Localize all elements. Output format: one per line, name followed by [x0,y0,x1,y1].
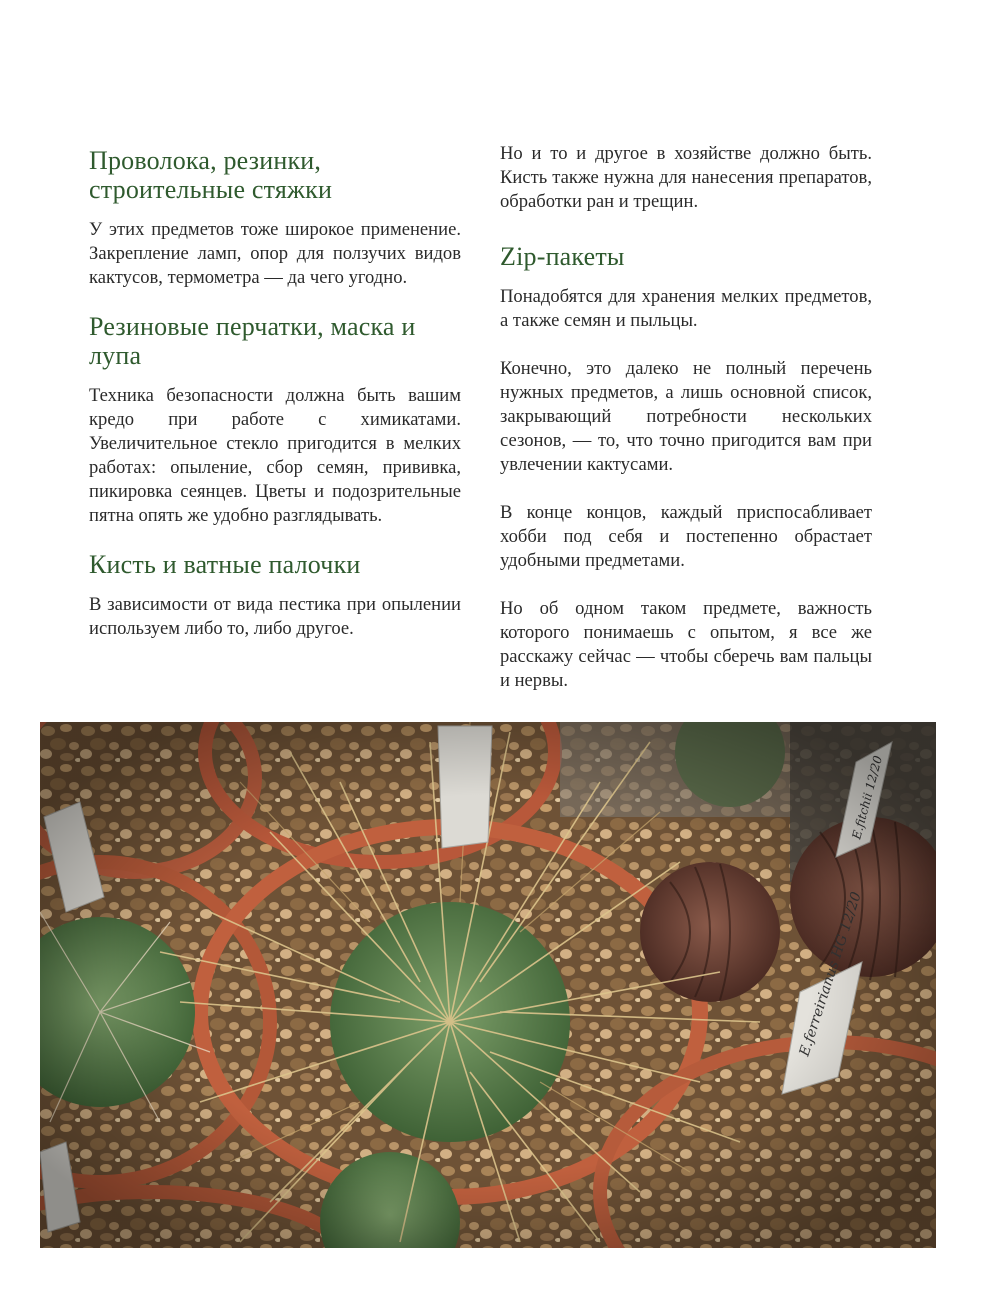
paragraph-zip-bags: Понадобятся для хранения мелких предметов, а также семян и пыльцы. [500,286,872,331]
heading-gloves-mask-loupe: Резиновые перчатки, маска и лупа [89,312,416,370]
heading-zip-bags: Zip-пакеты [500,242,625,271]
paragraph-hobby: В конце концов, каждый приспосабливает хобби под себя и постепенно обрастает удобными предметами. [500,502,872,571]
cactus-photo [40,722,936,1248]
paragraph-brush-cotton-swabs: В зависимости от вида пестика при опылении используем либо то, либо другое. [89,594,461,639]
paragraph-incomplete-list: Конечно, это далеко не полный перечень нужных предметов, а лишь основной список, закрывающий потребности нескольких сезонов, — то, что точно пригодится вам при увлечении кактусами. [500,358,872,475]
left-column [89,140,461,641]
heading-brush-cotton-swabs: Кисть и ватные палочки [89,550,361,579]
right-column [500,142,872,693]
paragraph-wire-rubber-ties: У этих предметов тоже широкое применение. Закрепление ламп, опор для ползучих видов кактусов, термометра — да чего угодно. [89,219,461,288]
paragraph-gloves-mask-loupe: Техника безопасности должна быть вашим кредо при работе с химикатами. Увеличительное стекло пригодится в мелких работах: опыление, сбор семян, прививка, пикировка сеянцев. Цветы и подозрительные пятна опять же удобно разглядывать. [89,385,461,526]
paragraph-one-item: Но об одном таком предмете, важность которого понимаешь с опытом, я все же расскажу сейчас — чтобы сберечь вам пальцы и нервы. [500,598,872,691]
cactus-photo-illustration [40,722,936,1248]
paragraph-continuation: Но и то и другое в хозяйстве должно быть. Кисть также нужна для нанесения препаратов, обработки ран и трещин. [500,143,872,212]
heading-wire-rubber-ties: Проволока, резинки, строительные стяжки [89,146,333,204]
